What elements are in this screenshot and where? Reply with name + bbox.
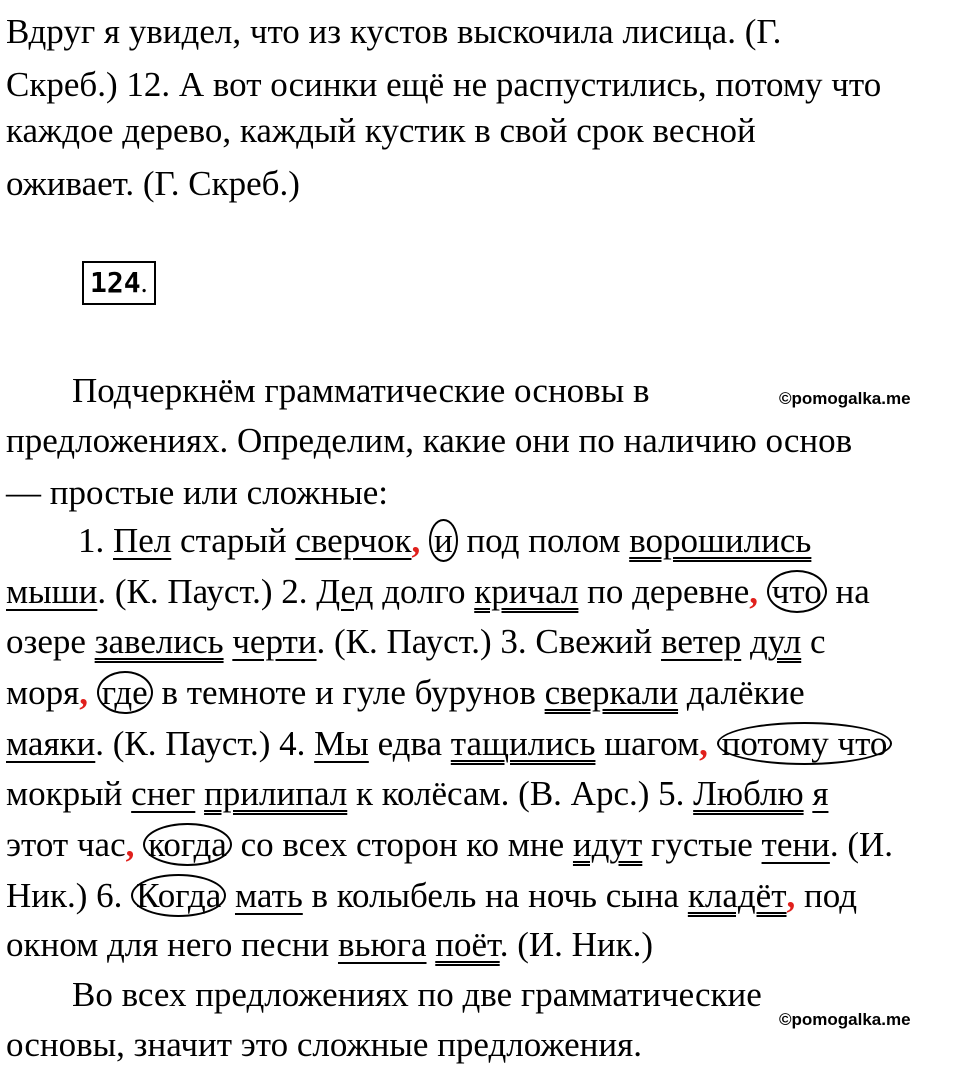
exercise-number (82, 261, 156, 305)
predicate: Люблю (693, 774, 804, 813)
comma-mark: , (699, 724, 708, 763)
text: к колёсам. (В. Арс.) 5. (347, 774, 694, 813)
conjunction-circle: когда (143, 823, 232, 866)
subject: я (812, 774, 829, 813)
sentence-line-2 (6, 565, 870, 619)
intro-line-3: каждое дерево, каждый кустик в свой срок весной (6, 111, 756, 150)
intro-line-4: оживает. (Г. Скреб.) (6, 164, 300, 203)
subject: мать (234, 876, 303, 915)
text: озере (6, 622, 95, 661)
sentence-line-8 (6, 869, 857, 923)
task-line-1: Подчеркнём грамматические основы в (72, 371, 650, 410)
predicate: завелись (94, 622, 224, 661)
exercise-number-value: 124 (90, 266, 141, 299)
text: под (795, 876, 858, 915)
subject: черти (232, 622, 317, 661)
subject: тени (761, 825, 830, 864)
text: на (826, 572, 870, 611)
text: далёкие (678, 673, 805, 712)
conjunction-circle: что (767, 570, 827, 613)
predicate: тащились (450, 724, 596, 763)
subject: сверчок (295, 521, 412, 560)
predicate: поёт (435, 925, 500, 964)
predicate: сверкали (544, 673, 679, 712)
text (195, 774, 204, 813)
task-line-3: — простые или сложные: (6, 473, 388, 512)
conjunction-circle: потому что (717, 722, 893, 765)
text: окном для него песни (6, 925, 338, 964)
sentence-line-4 (6, 666, 805, 720)
predicate: прилипал (204, 774, 348, 813)
sentence-line-5 (6, 717, 892, 771)
subject: Мы (314, 724, 369, 763)
exercise-number-dot: . (140, 268, 148, 299)
watermark-top: ©pomogalka.me (779, 389, 911, 408)
sentence-line-9 (6, 918, 653, 972)
intro-line-2: Скреб.) 12. А вот осинки ещё не распустились, потому что (6, 65, 882, 104)
predicate: кричал (474, 572, 579, 611)
comma-mark: , (79, 673, 88, 712)
text: 1. (78, 521, 113, 560)
subject: вьюга (337, 925, 427, 964)
subject: ветер (661, 622, 742, 661)
text: долго (373, 572, 475, 611)
subject: маяки (6, 724, 96, 763)
watermark-bottom: ©pomogalka.me (779, 1010, 911, 1029)
sentence-line-7 (6, 818, 893, 872)
text (427, 925, 436, 964)
subject: Пел (113, 521, 172, 560)
text: в колыбель на ночь сына (302, 876, 688, 915)
task-line-2: предложениях. Определим, какие они по наличию основ (6, 421, 853, 460)
text (134, 825, 143, 864)
text: густые (642, 825, 762, 864)
text: шагом (595, 724, 700, 763)
text (708, 724, 717, 763)
text: по деревне (578, 572, 750, 611)
text: мокрый (6, 774, 132, 813)
text (741, 622, 750, 661)
conjunction-circle: и (429, 519, 458, 562)
text: . (К. Пауст.) 4. (95, 724, 315, 763)
conclusion-line-2: основы, значит это сложные предложения. (6, 1025, 642, 1064)
text: едва (368, 724, 451, 763)
comma-mark: , (749, 572, 759, 611)
text: старый (171, 521, 296, 560)
predicate: идут (572, 825, 643, 864)
sentence-line-1 (78, 514, 811, 568)
text (758, 572, 767, 611)
text: . (И. (829, 825, 894, 864)
text (88, 673, 97, 712)
comma-mark: , (786, 876, 796, 915)
conjunction-circle: Когда (131, 874, 226, 917)
text: Ник.) 6. (6, 876, 132, 915)
intro-line-1: Вдруг я увидел, что из кустов выскочила лисица. (Г. (6, 12, 782, 51)
text: . (К. Пауст.) 2. (97, 572, 317, 611)
text: в темноте и гуле бурунов (152, 673, 545, 712)
conclusion-line-1: Во всех предложениях по две грамматические (72, 975, 762, 1014)
text: с (801, 622, 826, 661)
text (226, 876, 235, 915)
conjunction-circle: где (97, 671, 153, 714)
predicate: дул (749, 622, 802, 661)
subject: мыши (6, 572, 98, 611)
comma-mark: , (125, 825, 135, 864)
text: моря (6, 673, 80, 712)
comma-mark: , (411, 521, 421, 560)
text: под полом (457, 521, 630, 560)
text: . (К. Пауст.) 3. Свежий (316, 622, 662, 661)
predicate: кладёт (687, 876, 787, 915)
text (420, 521, 429, 560)
text: со всех сторон ко мне (231, 825, 573, 864)
sentence-line-3 (6, 615, 826, 669)
subject: снег (131, 774, 196, 813)
text: . (И. Ник.) (499, 925, 654, 964)
predicate: ворошились (629, 521, 812, 560)
sentence-line-6 (6, 767, 828, 821)
text: этот час (6, 825, 126, 864)
subject: Дед (316, 572, 374, 611)
